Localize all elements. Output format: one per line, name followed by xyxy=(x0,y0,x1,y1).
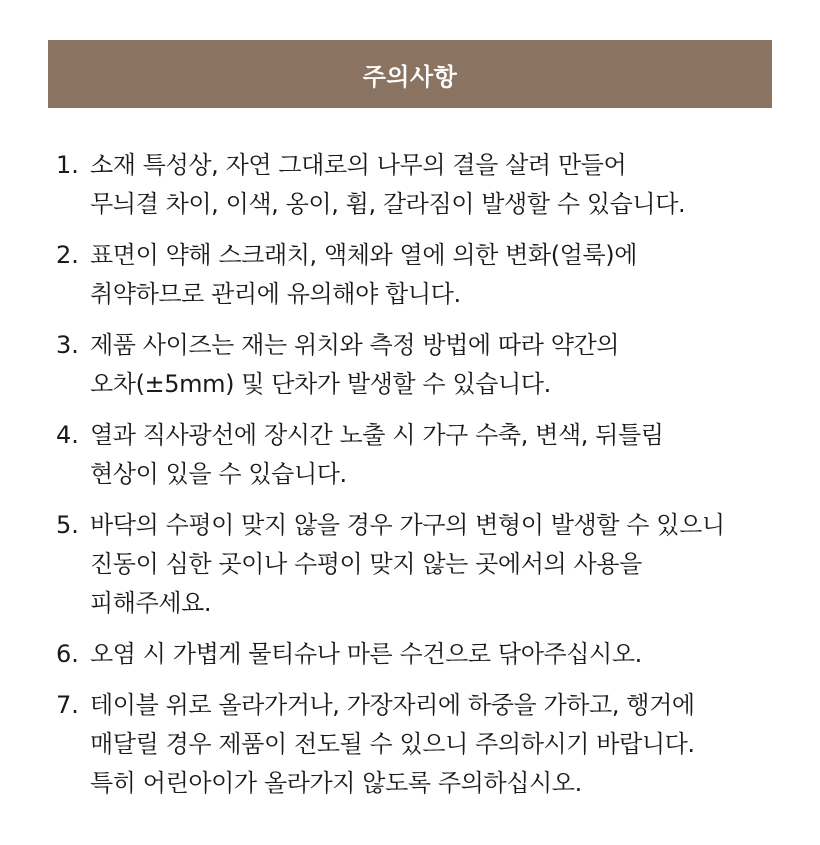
notice-list xyxy=(56,146,796,815)
item-line: 바닥의 수평이 맞지 않을 경우 가구의 변형이 발생할 수 있으니 xyxy=(90,511,725,539)
item-line: 특히 어린아이가 올라가지 않도록 주의하십시오. xyxy=(90,769,582,797)
notice-item-4 xyxy=(56,416,796,494)
item-number: 2. xyxy=(56,241,79,269)
item-text xyxy=(90,146,796,224)
item-line: 테이블 위로 올라가거나, 가장자리에 하중을 가하고, 행거에 xyxy=(90,691,695,719)
item-line: 열과 직사광선에 장시간 노출 시 가구 수축, 변색, 뒤틀림 xyxy=(90,421,664,449)
item-text xyxy=(90,416,796,494)
item-line: 제품 사이즈는 재는 위치와 측정 방법에 따라 약간의 xyxy=(90,331,620,359)
item-text xyxy=(90,326,796,404)
item-number: 5. xyxy=(56,511,79,539)
item-number: 6. xyxy=(56,640,79,668)
item-line: 표면이 약해 스크래치, 액체와 열에 의한 변화(얼룩)에 xyxy=(90,241,637,269)
item-text xyxy=(90,635,796,674)
notice-item-7 xyxy=(56,686,796,803)
item-number: 3. xyxy=(56,331,79,359)
notice-title: 주의사항 xyxy=(362,62,458,91)
item-text xyxy=(90,506,796,623)
notice-item-3 xyxy=(56,326,796,404)
item-number: 4. xyxy=(56,421,79,449)
item-line: 진동이 심한 곳이나 수평이 맞지 않는 곳에서의 사용을 xyxy=(90,550,642,578)
notice-item-1 xyxy=(56,146,796,224)
item-text xyxy=(90,686,796,803)
item-line: 오차(±5mm) 및 단차가 발생할 수 있습니다. xyxy=(90,370,551,398)
item-line: 현상이 있을 수 있습니다. xyxy=(90,460,347,488)
item-line: 소재 특성상, 자연 그대로의 나무의 결을 살려 만들어 xyxy=(90,151,627,179)
notice-item-2 xyxy=(56,236,796,314)
item-line: 오염 시 가볍게 물티슈나 마른 수건으로 닦아주십시오. xyxy=(90,640,642,668)
item-line: 매달릴 경우 제품이 전도될 수 있으니 주의하시기 바랍니다. xyxy=(90,730,695,758)
notice-header-bar xyxy=(48,40,772,108)
item-number: 7. xyxy=(56,691,79,719)
item-text xyxy=(90,236,796,314)
item-number: 1. xyxy=(56,151,79,179)
item-line: 취약하므로 관리에 유의해야 합니다. xyxy=(90,280,461,308)
item-line: 무늬결 차이, 이색, 옹이, 휨, 갈라짐이 발생할 수 있습니다. xyxy=(90,190,686,218)
notice-item-5 xyxy=(56,506,796,623)
notice-item-6 xyxy=(56,635,796,674)
item-line: 피해주세요. xyxy=(90,589,212,617)
